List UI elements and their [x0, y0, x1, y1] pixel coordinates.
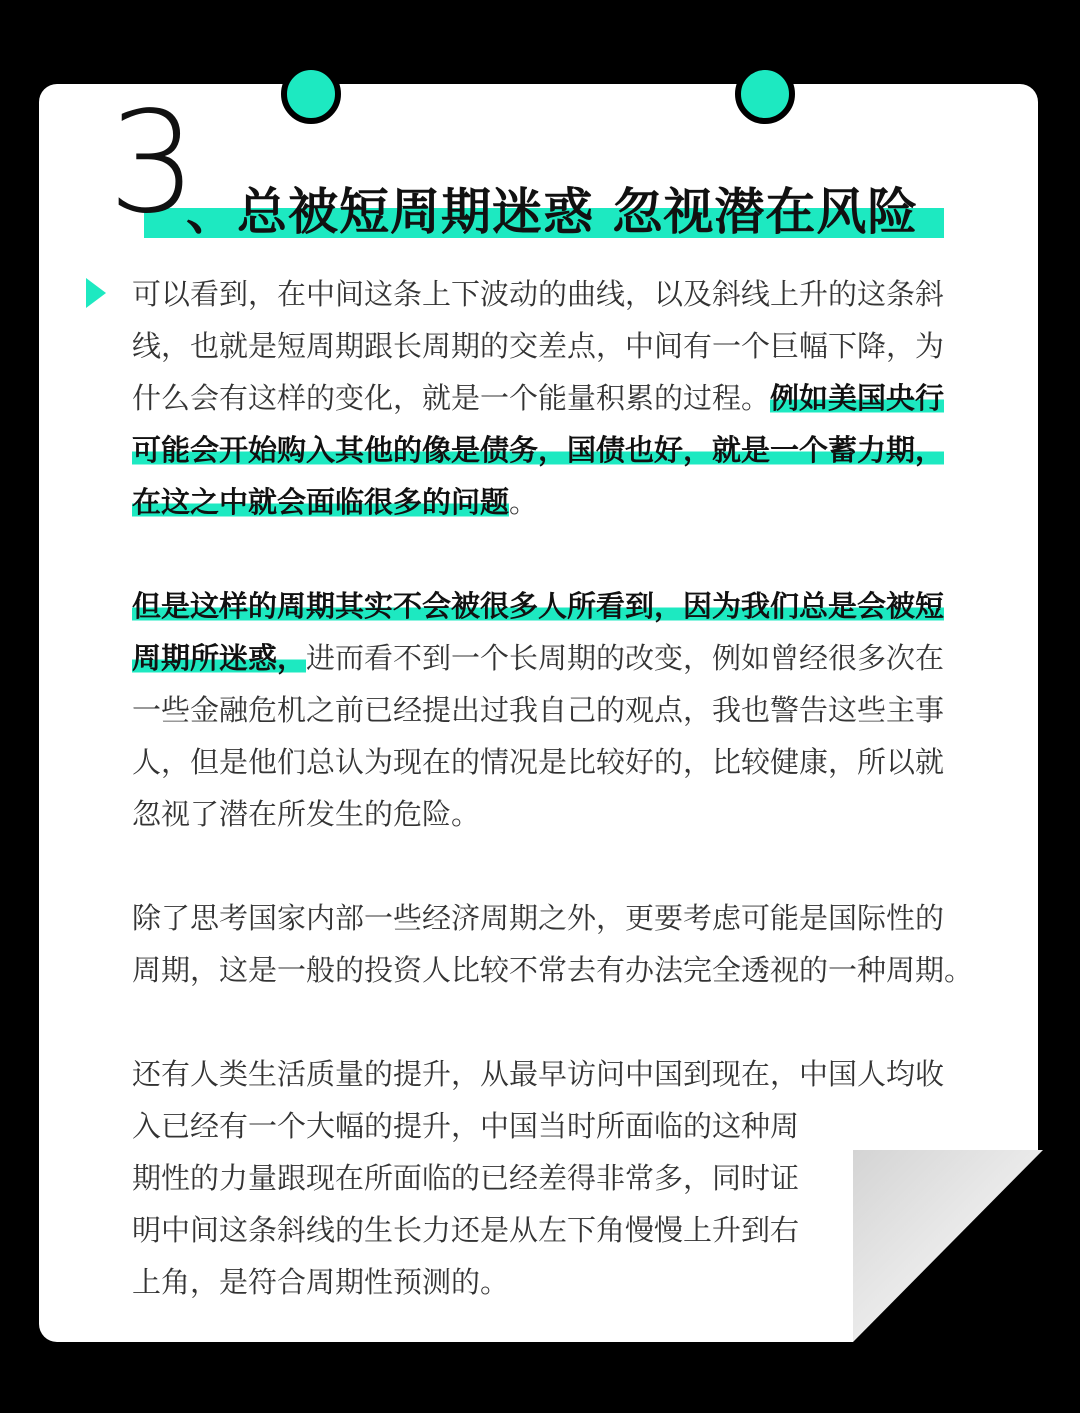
- text-line: [132, 476, 1012, 528]
- paragraph-3: [132, 892, 1012, 996]
- highlighted-text: 例如美国央行: [770, 381, 945, 415]
- text-line: 可以看到，在中间这条上下波动的曲线，以及斜线上升的这条斜: [132, 277, 945, 311]
- text-line: [132, 424, 1012, 476]
- paragraph-gap: [132, 996, 1012, 1048]
- text-line: 期性的力量跟现在所面临的已经差得非常多，同时证: [132, 1161, 800, 1195]
- paragraph-gap: [132, 840, 1012, 892]
- text-line: 周期，这是一般的投资人比较不常去有办法完全透视的一种周期。: [132, 953, 974, 987]
- text-line: 除了思考国家内部一些经济周期之外，更要考虑可能是国际性的: [132, 901, 945, 935]
- text-segment: 进而看不到一个长周期的改变，例如曾经很多次在: [306, 641, 945, 675]
- text-line: 一些金融危机之前已经提出过我自己的观点，我也警告这些主事: [132, 693, 945, 727]
- text-line: 线，也就是短周期跟长周期的交差点，中间有一个巨幅下降，为: [132, 329, 945, 363]
- text-line: 忽视了潜在所发生的危险。: [132, 797, 481, 831]
- text-segment: 什么会有这样的变化，就是一个能量积累的过程。: [132, 381, 771, 415]
- highlighted-text: 可能会开始购入其他的像是债务，国债也好，就是一个蓄力期，: [132, 433, 945, 467]
- text-line: 人，但是他们总认为现在的情况是比较好的，比较健康，所以就: [132, 745, 945, 779]
- text-line: [132, 372, 1012, 424]
- text-line: [132, 632, 1012, 684]
- text-segment: 。: [509, 485, 539, 519]
- section-number: 3: [108, 82, 198, 245]
- paragraph-2: [132, 580, 1012, 840]
- text-line: 入已经有一个大幅的提升，中国当时所面临的这种周: [132, 1109, 800, 1143]
- section-heading: [108, 82, 1008, 250]
- text-line: 明中间这条斜线的生长力还是从左下角慢慢上升到右: [132, 1213, 800, 1247]
- heading-text: 、总被短周期迷惑 忽视潜在风险: [186, 183, 919, 241]
- text-line: [132, 580, 1012, 632]
- highlighted-text: 但是这样的周期其实不会被很多人所看到，因为我们总是会被短: [132, 589, 945, 623]
- triangle-right-icon: [86, 278, 106, 308]
- text-line: 上角，是符合周期性预测的。: [132, 1265, 510, 1299]
- highlighted-text: 周期所迷惑，: [132, 641, 307, 675]
- text-line: 还有人类生活质量的提升，从最早访问中国到现在，中国人均收: [132, 1057, 945, 1091]
- highlighted-text: 在这之中就会面临很多的问题: [132, 485, 510, 519]
- paragraph-1: [132, 268, 1012, 528]
- paragraph-gap: [132, 528, 1012, 580]
